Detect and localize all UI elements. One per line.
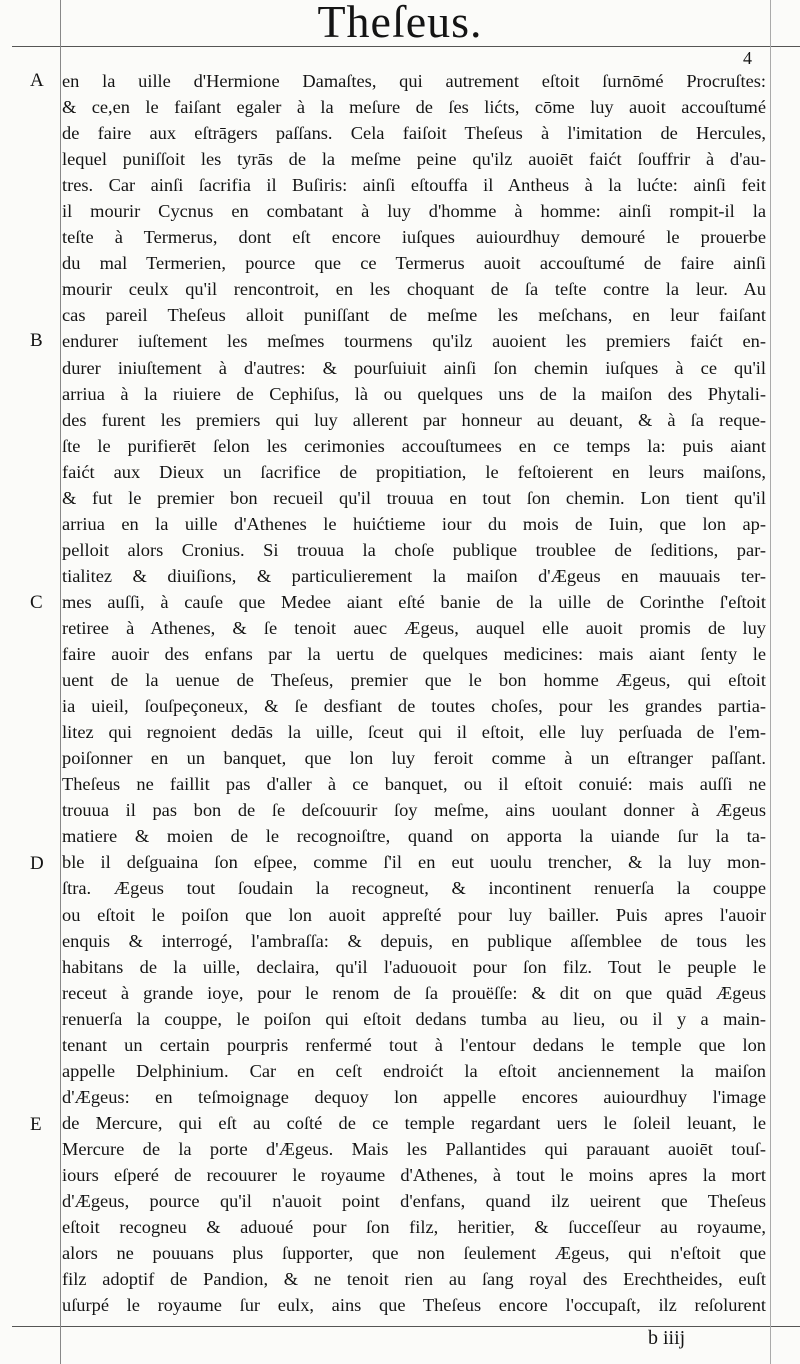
margin-letter-c: C bbox=[30, 592, 43, 613]
text-line: poiſonner en un banquet, que lon luy feroit comme à un eſtranger paſſant. bbox=[62, 748, 766, 769]
text-line: mes auſſi, à cauſe que Medee aiant eſté banie de la uille de Corinthe ſ'eſtoit bbox=[62, 591, 766, 612]
text-line: ſtra. Ægeus tout ſoudain la recogneut, & incontinent renuerſa la couppe bbox=[62, 878, 766, 899]
margin-letter-d: D bbox=[30, 853, 44, 874]
text-line: tialitez & diuiſions, & particulierement la maiſon d'Ægeus en mauuais ter- bbox=[62, 565, 766, 586]
text-line: de Mercure, qui eſt au coſté de ce temple regardant uers le ſoleil leuant, le bbox=[62, 1112, 766, 1133]
text-line: ia uieil, ſouſpeçoneux, & ſe desfiant de toutes choſes, pour les grandes partia- bbox=[62, 696, 766, 717]
text-line: eſtoit recogneu & aduoué pour ſon filz, heritier, & ſucceſſeur au royaume, bbox=[62, 1217, 766, 1238]
text-line: d'Ægeus: en teſmoignage dequoy lon appelle encores auiourdhuy l'image bbox=[62, 1086, 766, 1107]
text-line: mourir ceulx qu'il rencontroit, en les choquant de ſa teſte contre la leur. Au bbox=[62, 279, 766, 300]
text-line: alors ne pouuans plus ſupporter, que non ſeulement Ægeus, qui n'eſtoit que bbox=[62, 1243, 766, 1264]
text-line: & ce,en le faiſant egaler à la meſure de ſes lićts, cōme luy auoit accouſtumé bbox=[62, 97, 766, 118]
text-line: uent de la uenue de Theſeus, premier que le bon homme Ægeus, qui eſtoit bbox=[62, 670, 766, 691]
text-line: ble il deſguaina ſon eſpee, comme ſ'il en eut uoulu trencher, & la luy mon- bbox=[62, 852, 766, 873]
text-line: teſte à Termerus, dont eſt encore iuſques auiourdhuy demouré le prouerbe bbox=[62, 227, 766, 248]
text-line: retiree à Athenes, & ſe tenoit auec Ægeus, auquel elle auoit promis de luy bbox=[62, 617, 766, 638]
text-line: trouua il pas bon de ſe deſcouurir ſoy meſme, ains uoulant donner à Ægeus bbox=[62, 800, 766, 821]
text-line: cas pareil Theſeus alloit puniſſant de meſme les meſchans, en leur faiſant bbox=[62, 305, 766, 326]
text-line: Mercure de la porte d'Ægeus. Mais les Pallantides qui parauant auoiēt touſ- bbox=[62, 1138, 766, 1159]
text-line: arriua en la uille d'Athenes le huićtieme iour du mois de Iuin, que lon ap- bbox=[62, 513, 766, 534]
signature-mark: b iiij bbox=[648, 1327, 686, 1349]
text-line: pelloit alors Cronius. Si trouua la choſe publique troublee de ſeditions, par- bbox=[62, 539, 766, 560]
body-text bbox=[62, 68, 766, 1318]
text-line: en la uille d'Hermione Damaſtes, qui autrement eſtoit ſurnōmé Procruſtes: bbox=[62, 71, 766, 91]
right-margin-rule bbox=[770, 0, 771, 1364]
left-margin-rule bbox=[60, 0, 61, 1364]
text-line: arriua à la riuiere de Cephiſus, là ou quelques uns de la maiſon des Phytali- bbox=[62, 383, 766, 404]
text-line: des furent les premiers qui luy allerent par honneur au deuant, & à ſa reque- bbox=[62, 409, 766, 430]
text-line: uſurpé le royaume ſur eulx, ains que Theſeus encore l'occupaſt, ilz reſolurent bbox=[62, 1295, 766, 1316]
text-line: receut à grande ioye, pour le renom de ſa prouëſſe: & dit on que quād Ægeus bbox=[62, 982, 766, 1003]
margin-letter-e: E bbox=[30, 1114, 42, 1135]
text-line: du mal Termerien, pource que ce Termerus auoit accouſtumé de faire ainſi bbox=[62, 253, 766, 274]
text-line: d'Ægeus, pource qu'il n'auoit point d'enfans, quand ilz ueirent que Theſeus bbox=[62, 1191, 766, 1212]
text-line: ſte le purifierēt ſelon les cerimonies accouſtumees en ce temps la: puis aiant bbox=[62, 435, 766, 456]
text-line: litez qui regnoient dedās la uille, ſceut qui il eſtoit, elle luy perſuada de l'em- bbox=[62, 722, 766, 743]
text-line: il mourir Cycnus en combatant à luy d'homme à homme: ainſi rompit-il la bbox=[62, 201, 766, 222]
text-line: renuerſa la couppe, le poiſon qui eſtoit dedans tumba au lieu, ou il y a main- bbox=[62, 1008, 766, 1029]
text-line: iours eſperé de recouurer le royaume d'Athenes, à tout le moins apres la mort bbox=[62, 1164, 766, 1185]
text-line: & fut le premier bon recueil qu'il trouua en tout ſon chemin. Lon tient qu'il bbox=[62, 487, 766, 508]
folio-number: 4 bbox=[743, 48, 752, 68]
text-line: de faire aux eſtrāgers paſſans. Cela faiſoit Theſeus à l'imitation de Hercules, bbox=[62, 123, 766, 144]
text-line: Theſeus ne faillit pas d'aller à ce banquet, ou il eſtoit conuié: mais auſſi ne bbox=[62, 774, 766, 795]
text-line: enquis & interrogé, l'ambraſſa: & depuis, en publique aſſemblee de tous les bbox=[62, 930, 766, 951]
text-line: ou eſtoit le poiſon que lon auoit appreſté pour luy bailler. Puis apres l'auoir bbox=[62, 904, 766, 925]
running-title: Theſeus. bbox=[317, 0, 483, 47]
text-line: filz adoptif de Pandion, & ne tenoit rien au ſang royal des Erechtheides, euſt bbox=[62, 1269, 766, 1290]
text-line: faićt aux Dieux un ſacrifice de propitiation, le feſtoierent en leurs maiſons, bbox=[62, 461, 766, 482]
text-line: faire auoir des enfans par la uertu de quelques medicines: mais aiant ſenty le bbox=[62, 644, 766, 665]
text-line: lequel puniſſoit les tyrās de la meſme peine qu'ilz auoiēt faićt ſouffrir à d'au- bbox=[62, 149, 766, 170]
text-line: habitans de la uille, declaira, qu'il l'aduouoit pour ſon filz. Tout le peuple le bbox=[62, 956, 766, 977]
text-line: tenant un certain pourpris renfermé tout à l'entour dedans le temple que lon bbox=[62, 1034, 766, 1055]
text-line: tres. Car ainſi ſacrifia il Buſiris: ainſi eſtouffa il Antheus à la lućte: ainſi feit bbox=[62, 175, 766, 196]
text-line: durer iniuſtement à d'autres: & pourſuiuit ainſi ſon chemin iuſques à ce qu'il bbox=[62, 357, 766, 378]
text-line: endurer iuſtement les meſmes tourmens qu'ilz auoient les premiers faićt en- bbox=[62, 331, 766, 352]
text-line: appelle Delphinium. Car en ceſt endroićt la eſtoit anciennement la maiſon bbox=[62, 1060, 766, 1081]
text-line: matiere & moien de le recognoiſtre, quand on apporta la uiande ſur la ta- bbox=[62, 826, 766, 847]
margin-letter-a: A bbox=[30, 70, 44, 91]
margin-letter-b: B bbox=[30, 330, 43, 351]
